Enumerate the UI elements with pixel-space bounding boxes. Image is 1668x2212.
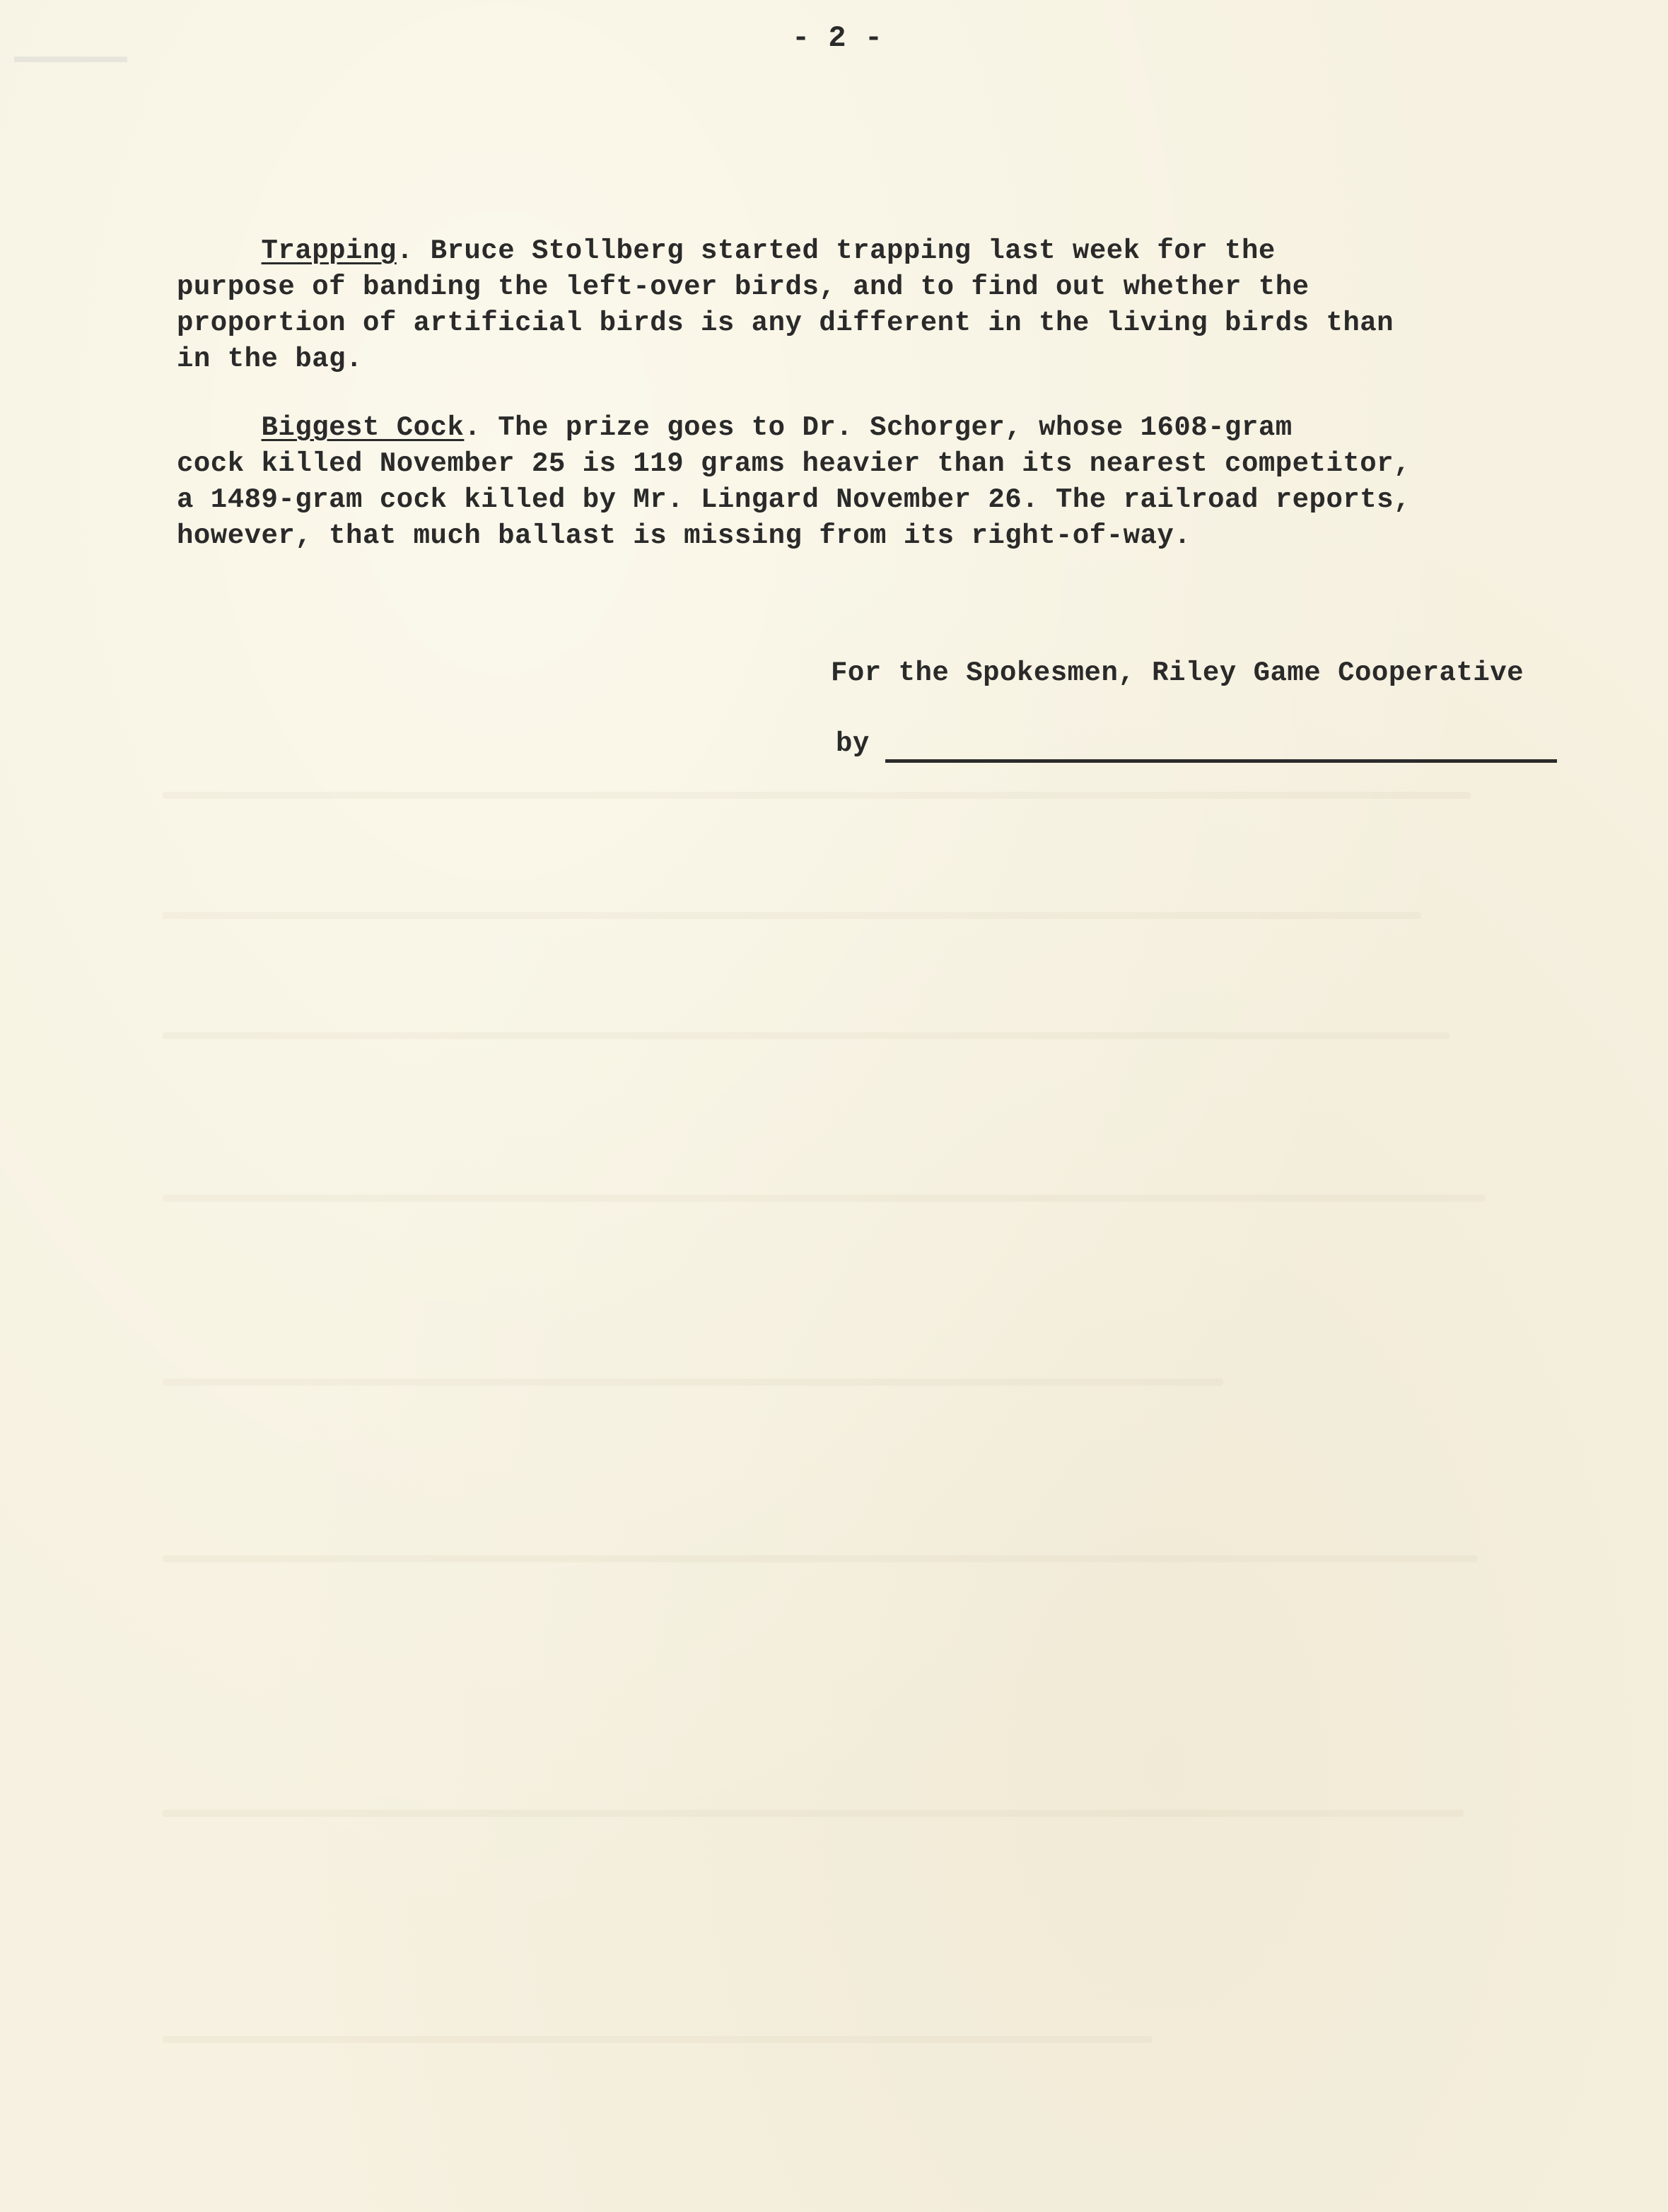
paragraph-line: purpose of banding the left-over birds, and to find out whether the <box>177 271 1310 303</box>
paragraph-text: . The prize goes to Dr. Schorger, whose 1608-gram <box>464 412 1293 443</box>
page-number: - 2 - <box>792 21 883 55</box>
bleed-through-line <box>163 2036 1153 2043</box>
bleed-through-line <box>163 912 1421 919</box>
paragraph-line: however, that much ballast is missing from its right-of-way. <box>177 520 1191 551</box>
paragraph-heading: Biggest Cock <box>261 412 465 443</box>
signature-line <box>885 759 1557 763</box>
paragraph-line: proportion of artificial birds is any different in the living birds than <box>177 308 1394 339</box>
bleed-through-line <box>163 792 1471 799</box>
paragraph-line <box>177 233 1492 269</box>
paragraph-heading: Trapping <box>261 235 397 267</box>
signature-prefix: by <box>836 728 870 759</box>
bleed-through-line <box>163 1555 1478 1562</box>
bleed-through-line <box>163 1379 1223 1386</box>
paragraph-trapping <box>177 233 1492 378</box>
paragraph-biggest-cock <box>177 410 1492 554</box>
paragraph-line <box>177 410 1492 446</box>
paragraph-line: a 1489-gram cock killed by Mr. Lingard November 26. The railroad reports, <box>177 484 1411 515</box>
paragraph-line: cock killed November 25 is 119 grams heavier than its nearest competitor, <box>177 448 1411 479</box>
paper-fold-mark <box>14 57 127 62</box>
paragraph-text: . Bruce Stollberg started trapping last week for the <box>396 235 1276 267</box>
bleed-through-line <box>163 1032 1450 1039</box>
closing-line: For the Spokesmen, Riley Game Cooperative <box>831 657 1524 689</box>
bleed-through-line <box>163 1810 1464 1817</box>
paragraph-line: in the bag. <box>177 344 363 375</box>
signature-block <box>836 728 1564 771</box>
bleed-through-line <box>163 1195 1485 1202</box>
